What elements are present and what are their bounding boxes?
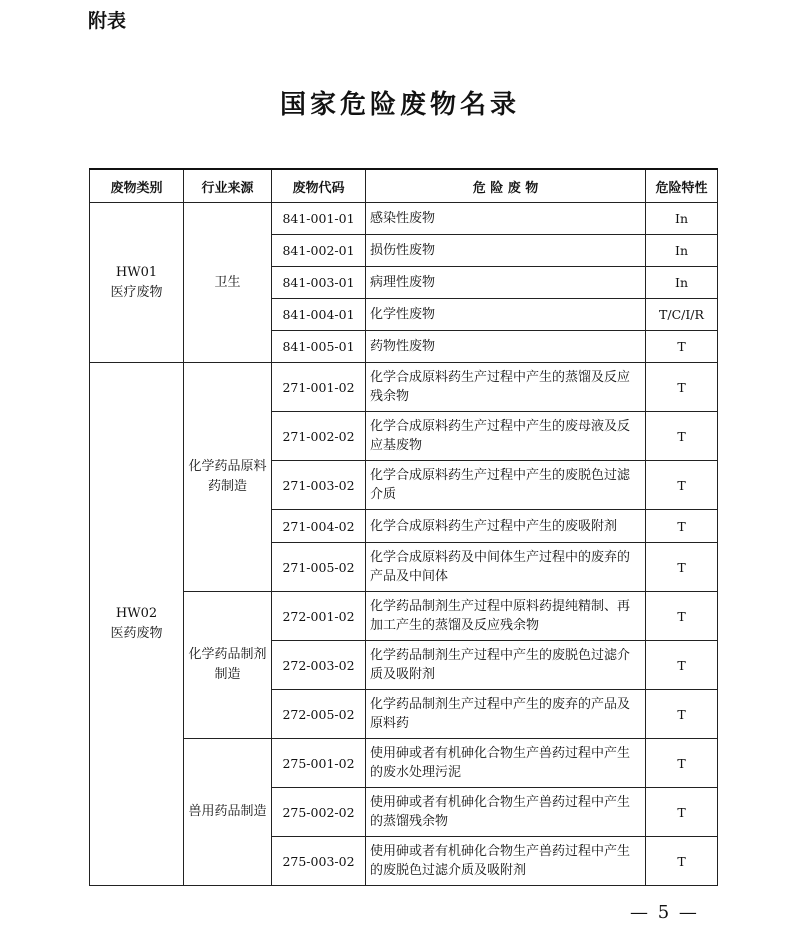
- hazard-characteristic: T: [646, 461, 718, 510]
- table-row: [90, 203, 718, 235]
- hazard-characteristic: T: [646, 412, 718, 461]
- waste-description: 使用砷或者有机砷化合物生产兽药过程中产生的蒸馏残余物: [366, 788, 646, 837]
- hazard-characteristic: T: [646, 510, 718, 543]
- hazard-characteristic: T: [646, 543, 718, 592]
- category-name: 医药废物: [110, 626, 163, 641]
- waste-code: 271-005-02: [272, 543, 366, 592]
- waste-description: 化学药品制剂生产过程中产生的废脱色过滤介质及吸附剂: [366, 641, 646, 690]
- category-name: 医疗废物: [110, 284, 163, 300]
- appendix-label: 附表: [88, 10, 127, 32]
- waste-code: 272-003-02: [272, 641, 366, 690]
- waste-code: 841-005-01: [272, 331, 366, 363]
- hazard-characteristic: In: [646, 267, 718, 299]
- waste-code: 271-004-02: [272, 510, 366, 543]
- hazard-characteristic: In: [646, 203, 718, 235]
- header-category: 废物类别: [90, 169, 184, 203]
- industry-cell: 化学药品制剂制造: [184, 592, 272, 739]
- waste-description: 化学性废物: [366, 299, 646, 331]
- category-cell-hw02: [90, 363, 184, 886]
- waste-description: 损伤性废物: [366, 235, 646, 267]
- waste-code: 275-002-02: [272, 788, 366, 837]
- waste-description: 化学合成原料药生产过程中产生的废脱色过滤介质: [366, 461, 646, 510]
- page-number: — 5 —: [630, 902, 699, 923]
- header-waste: 危 险 废 物: [366, 169, 646, 203]
- waste-description: 化学合成原料药及中间体生产过程中的废弃的产品及中间体: [366, 543, 646, 592]
- waste-description: 使用砷或者有机砷化合物生产兽药过程中产生的废脱色过滤介质及吸附剂: [366, 837, 646, 886]
- category-code: HW01: [115, 264, 158, 280]
- waste-code: 275-001-02: [272, 739, 366, 788]
- industry-cell: 化学药品原料药制造: [184, 363, 272, 592]
- header-industry: 行业来源: [184, 169, 272, 203]
- waste-code: 272-001-02: [272, 592, 366, 641]
- page-title: 国家危险废物名录: [279, 90, 520, 120]
- waste-description: 化学合成原料药生产过程中产生的废母液及反应基废物: [366, 412, 646, 461]
- waste-description: 感染性废物: [366, 203, 646, 235]
- waste-code: 841-003-01: [272, 267, 366, 299]
- table-row: [90, 363, 718, 412]
- waste-description: 化学药品制剂生产过程中产生的废弃的产品及原料药: [366, 690, 646, 739]
- table-row: [90, 739, 718, 788]
- hazard-characteristic: T: [646, 837, 718, 886]
- header-hazard: 危险特性: [646, 169, 718, 203]
- hazard-characteristic: T: [646, 363, 718, 412]
- hazardous-waste-table: [89, 168, 718, 886]
- waste-code: 272-005-02: [272, 690, 366, 739]
- industry-cell: 卫生: [184, 203, 272, 363]
- category-code: HW02: [115, 606, 158, 621]
- hazard-characteristic: T/C/I/R: [646, 299, 718, 331]
- hazard-characteristic: T: [646, 331, 718, 363]
- waste-code: 841-004-01: [272, 299, 366, 331]
- waste-code: 841-002-01: [272, 235, 366, 267]
- waste-description: 使用砷或者有机砷化合物生产兽药过程中产生的废水处理污泥: [366, 739, 646, 788]
- waste-description: 化学合成原料药生产过程中产生的蒸馏及反应残余物: [366, 363, 646, 412]
- waste-description: 病理性废物: [366, 267, 646, 299]
- waste-description: 化学合成原料药生产过程中产生的废吸附剂: [366, 510, 646, 543]
- hazard-characteristic: In: [646, 235, 718, 267]
- hazard-characteristic: T: [646, 739, 718, 788]
- table-row: [90, 592, 718, 641]
- hazard-characteristic: T: [646, 788, 718, 837]
- waste-code: 271-001-02: [272, 363, 366, 412]
- hazard-characteristic: T: [646, 641, 718, 690]
- waste-code: 271-003-02: [272, 461, 366, 510]
- industry-cell: 兽用药品制造: [184, 739, 272, 886]
- waste-description: 化学药品制剂生产过程中原料药提纯精制、再加工产生的蒸馏及反应残余物: [366, 592, 646, 641]
- hazard-characteristic: T: [646, 690, 718, 739]
- waste-code: 275-003-02: [272, 837, 366, 886]
- header-code: 废物代码: [272, 169, 366, 203]
- category-cell-hw01: [90, 203, 184, 363]
- waste-code: 271-002-02: [272, 412, 366, 461]
- hazard-characteristic: T: [646, 592, 718, 641]
- table-header-row: [90, 169, 718, 203]
- waste-description: 药物性废物: [366, 331, 646, 363]
- waste-code: 841-001-01: [272, 203, 366, 235]
